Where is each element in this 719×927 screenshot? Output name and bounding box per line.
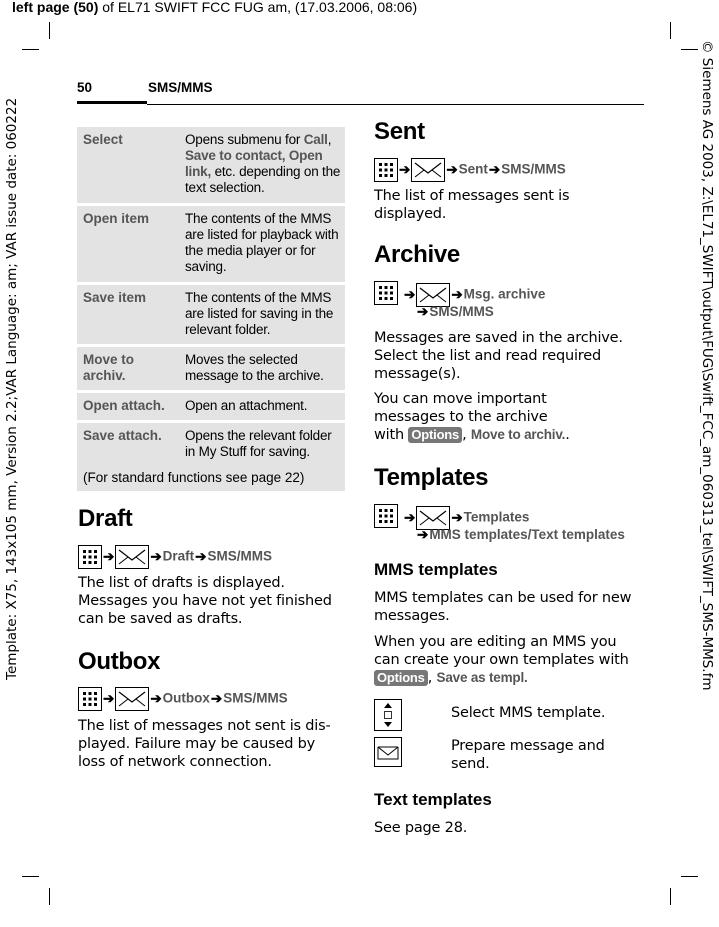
options-softkey[interactable]: Options: [374, 670, 428, 686]
text-templates-heading: Text templates: [374, 790, 492, 809]
archive-menu-path: ➔ ➔Msg. archive: [403, 283, 545, 307]
envelope-icon: [411, 158, 445, 182]
option-description: Open an attachment.: [179, 393, 345, 420]
table-row: [77, 347, 345, 390]
print-header-file: left page (50): [12, 0, 99, 15]
crop-mark: [670, 888, 671, 905]
table-row: [77, 423, 345, 466]
draft-text: The list of drafts is displayed. Messages you have not yet finished can be saved as drafts.: [78, 575, 332, 627]
print-header: [12, 0, 417, 15]
side-template-text: Template: X75, 143x105 mm, Version 2.2;VAR Language: am; VAR issue date: 060222: [4, 97, 20, 680]
crop-mark: [670, 22, 671, 39]
menu-key-icon: [78, 545, 102, 569]
arrow-icon: ➔: [399, 161, 411, 177]
option-key: Save item: [77, 285, 179, 344]
arrow-icon: ➔: [404, 509, 416, 525]
archive-text: Messages are saved in the archive. Select the list and read required message(s).: [374, 330, 623, 382]
option-key: Save attach.: [77, 423, 179, 466]
side-copyright-text: © Siemens AG 2003, Z:\EL71_SWIFT\output\FUG\Swift_FCC_am_060313_tel\SWIFT_SMS-MMS.fm: [699, 40, 715, 691]
text-templates-ref: See page 28.: [374, 820, 468, 836]
table-row: [77, 206, 345, 282]
option-description: Moves the selected message to the archive.: [179, 347, 345, 390]
key-row-text: Select MMS template.: [451, 705, 606, 721]
crop-mark: [49, 22, 50, 39]
key-row-text: Prepare message and send.: [451, 738, 605, 772]
crop-mark: [681, 49, 698, 50]
header-rule: [147, 104, 644, 105]
envelope-icon: [115, 687, 149, 711]
arrow-icon: ➔: [150, 690, 162, 706]
menu-key-icon: [374, 281, 398, 305]
mms-templates-heading: MMS templates: [374, 560, 498, 579]
option-key: Open attach.: [77, 393, 179, 420]
option-description: Opens the relevant folder in My Stuff for saving.: [179, 423, 345, 466]
sent-menu-path: ➔ ➔Sent➔SMS/MMS: [374, 158, 566, 182]
options-table: [77, 124, 345, 469]
arrow-icon: ➔: [150, 548, 162, 564]
table-row: [77, 393, 345, 420]
crop-mark: [681, 876, 698, 877]
crop-mark: [22, 49, 39, 50]
table-row: [77, 127, 345, 203]
menu-key-icon: [374, 158, 398, 182]
options-note: (For standard functions see page 22): [77, 466, 345, 491]
arrow-icon: ➔: [451, 286, 463, 302]
outbox-text: The list of messages not sent is dis-played. Failure may be caused by loss of network connection.: [78, 718, 331, 770]
nav-key-icon: [374, 699, 402, 731]
mms-templates-text: MMS templates can be used for new messages.: [374, 590, 632, 624]
archive-move-text: You can move important messages to the archive with Options , Move to archiv..: [374, 391, 570, 443]
option-key: Move to archiv.: [77, 347, 179, 390]
print-header-info: of EL71 SWIFT FCC FUG am, (17.03.2006, 08:06): [98, 0, 418, 15]
section-title-archive: Archive: [374, 241, 460, 268]
side-copyright: [697, 40, 719, 920]
arrow-icon: ➔: [404, 286, 416, 302]
sent-text: The list of messages sent is displayed.: [374, 188, 570, 222]
options-softkey[interactable]: Options: [408, 427, 462, 443]
option-description: The contents of the MMS are listed for playback with the media player or for saving.: [179, 206, 345, 282]
archive-menu-path-cont: ➔SMS/MMS: [417, 304, 494, 319]
arrow-icon: ➔: [103, 690, 115, 706]
templates-menu-path: ➔ ➔Templates: [403, 506, 529, 530]
arrow-icon: ➔: [195, 548, 207, 564]
arrow-icon: ➔: [417, 304, 429, 319]
section-title-outbox: Outbox: [78, 648, 161, 675]
table-row: [77, 285, 345, 344]
arrow-icon: ➔: [451, 509, 463, 525]
option-description: Opens submenu for Call, Save to contact, Open link, etc. depending on the text selection.: [179, 127, 345, 203]
arrow-icon: ➔: [210, 690, 223, 706]
arrow-icon: ➔: [103, 548, 115, 564]
running-head: SMS/MMS: [148, 80, 213, 95]
section-title-sent: Sent: [374, 118, 425, 145]
option-key: Open item: [77, 206, 179, 282]
draft-menu-path: ➔ ➔Draft➔SMS/MMS: [78, 545, 272, 569]
mms-templates-create-text: When you are editing an MMS you can create your own templates with Options , Save as templ.: [374, 634, 629, 686]
side-template-info: [2, 40, 24, 680]
templates-menu-path-cont: ➔MMS templates/Text templates: [417, 527, 625, 542]
arrow-icon: ➔: [488, 161, 501, 177]
option-key: Select: [77, 127, 179, 203]
envelope-icon: [374, 737, 402, 767]
menu-key-icon: [374, 504, 398, 528]
outbox-menu-path: ➔ ➔Outbox➔SMS/MMS: [78, 687, 288, 711]
arrow-icon: ➔: [417, 527, 429, 542]
crop-mark: [49, 888, 50, 905]
option-description: The contents of the MMS are listed for saving in the relevant folder.: [179, 285, 345, 344]
menu-key-icon: [78, 687, 102, 711]
page-number: 50: [77, 80, 93, 95]
crop-mark: [22, 876, 39, 877]
section-title-draft: Draft: [78, 505, 133, 532]
header-rule-thick: [77, 101, 147, 104]
section-title-templates: Templates: [374, 464, 489, 491]
envelope-icon: [115, 545, 149, 569]
arrow-icon: ➔: [446, 161, 458, 177]
